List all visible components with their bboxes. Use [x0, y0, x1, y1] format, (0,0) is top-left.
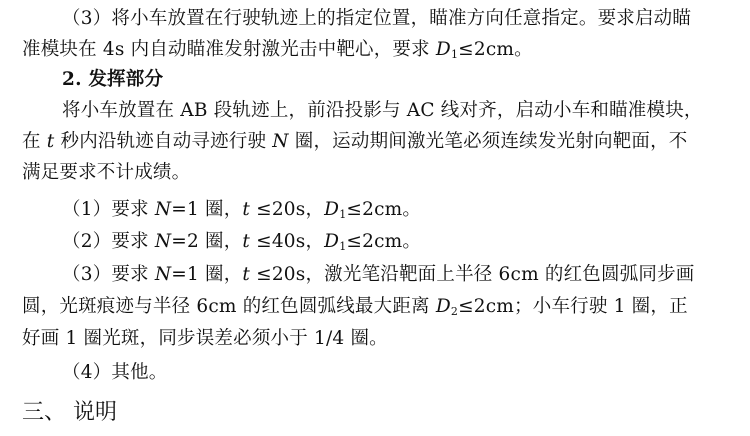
- variable-t: t: [242, 231, 251, 252]
- text-span: 准模块在 4s 内自动瞄准发射激光击中靶心，要求: [22, 39, 436, 60]
- variable-N: N: [154, 231, 172, 252]
- item-3-line-1: [62, 262, 695, 288]
- variable-D: D: [435, 296, 451, 317]
- variable-t: t: [242, 199, 251, 220]
- section-title: 发挥部分: [81, 69, 164, 90]
- variable-D: D: [324, 231, 340, 252]
- text-span: （4）其他。: [62, 362, 168, 383]
- item-4: [62, 360, 167, 386]
- text-span: 圆，光斑痕迹与半径 6cm 的红色圆弧线最大距离: [22, 296, 436, 317]
- text-span: ≤20s，激光笔沿靶面上半径 6cm 的红色圆弧同步画: [250, 264, 695, 285]
- section-number: 2.: [62, 69, 82, 90]
- text-span: 秒内沿轨迹自动寻迹行驶: [54, 131, 273, 152]
- paragraph-line-3: [22, 160, 190, 186]
- item-3-line-3: [22, 326, 388, 352]
- paragraph-line-1: [62, 98, 703, 124]
- text-span: 将小车放置在 AB 段轨迹上，前沿投影与 AC 线对齐，启动小车和瞄准模块，: [62, 100, 703, 121]
- text-span: ≤2cm；小车行驶 1 圈，正: [458, 296, 688, 317]
- paragraph-line-2: [22, 129, 687, 155]
- item-3-line-2: [22, 294, 688, 325]
- text-span: 满足要求不计成绩。: [22, 162, 191, 183]
- variable-t: t: [46, 131, 55, 152]
- requirement-3-line-2: [22, 37, 533, 68]
- text-span: ≤2cm。: [346, 231, 422, 252]
- text-span: （3）将小车放置在行驶轨迹上的指定位置，瞄准方向任意指定。要求启动瞄: [62, 8, 692, 29]
- variable-D: D: [435, 39, 451, 60]
- text-span: （2）要求: [62, 231, 155, 252]
- text-span: 在: [22, 131, 47, 152]
- subscript: 2: [450, 305, 459, 318]
- text-span: ≤20s，: [250, 199, 325, 220]
- text-span: （1）要求: [62, 199, 155, 220]
- text-span: 圈，运动期间激光笔必须连续发光射向靶面，不: [288, 131, 688, 152]
- text-span: 好画 1 圈光斑，同步误差必须小于 1/4 圈。: [22, 328, 388, 349]
- item-2: [62, 229, 421, 260]
- text-span: =1 圈，: [171, 264, 243, 285]
- subscript: 1: [339, 240, 347, 253]
- variable-N: N: [272, 131, 289, 152]
- section-heading-notes: [22, 398, 117, 428]
- text-span: ≤2cm。: [346, 199, 422, 220]
- variable-D: D: [324, 199, 340, 220]
- variable-N: N: [154, 264, 172, 285]
- section-heading-advanced: [62, 67, 163, 93]
- text-span: （3）要求: [62, 264, 155, 285]
- text-span: =2 圈，: [171, 231, 243, 252]
- text-span: ≤2cm。: [458, 39, 533, 60]
- subscript: 1: [450, 48, 459, 61]
- subscript: 1: [339, 208, 347, 221]
- text-span: =1 圈，: [171, 199, 243, 220]
- variable-t: t: [242, 264, 251, 285]
- requirement-3-line-1: [62, 6, 691, 32]
- item-1: [62, 197, 421, 228]
- text-span: ≤40s，: [250, 231, 325, 252]
- section-title: 三、 说明: [22, 400, 117, 425]
- variable-N: N: [154, 199, 172, 220]
